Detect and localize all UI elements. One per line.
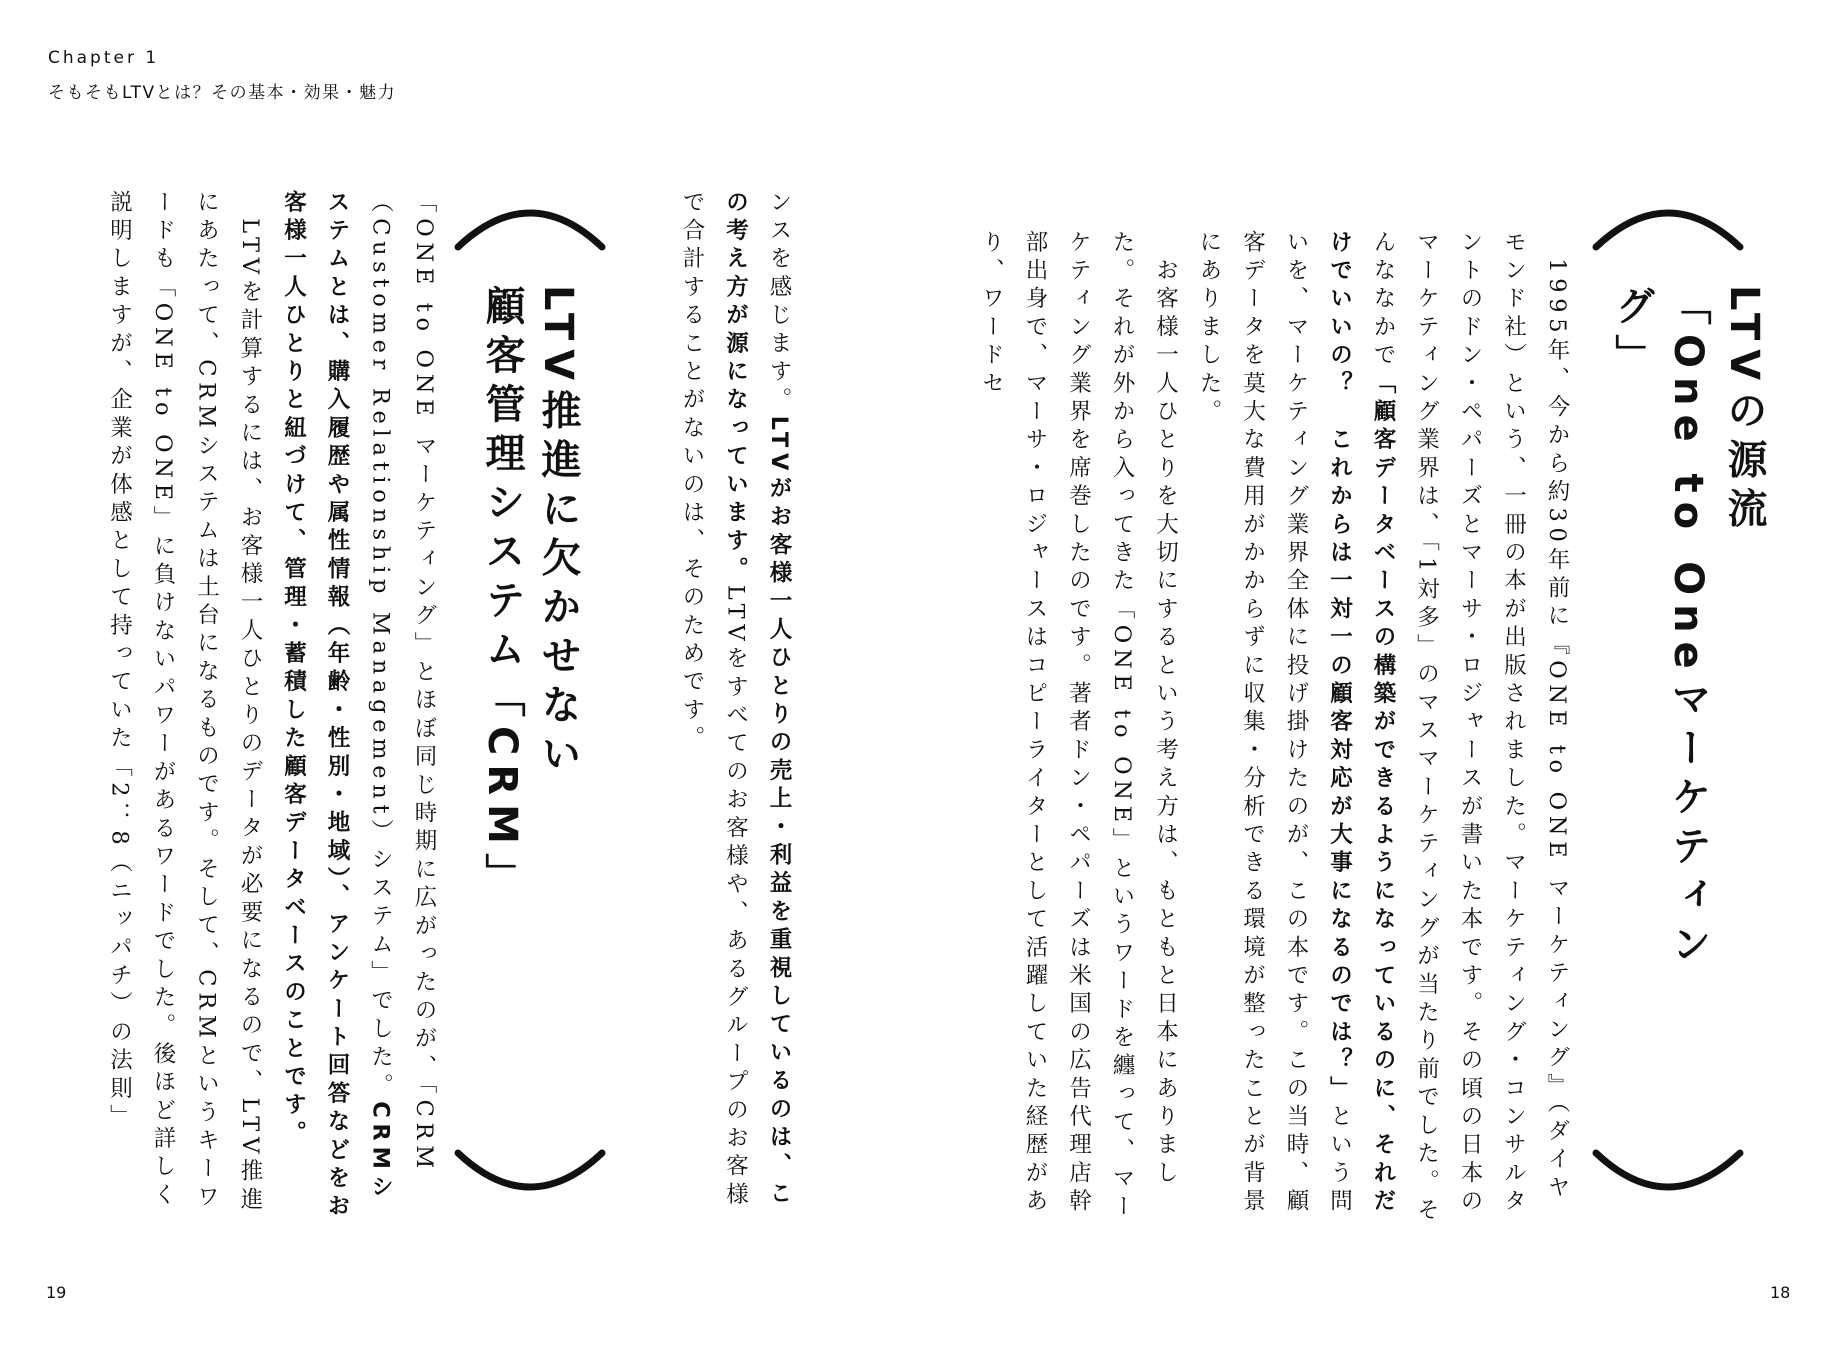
right-p1-seg-0: 1995年、今から約30年前に『ONE to ONE マーケティング』（ダイヤモンド社）という、一冊の本が出版されました。マーケティング・コンサルタントのドン・ペパーズとマーサ・ロジャースが書いた本です。その頃の日本のマーケティング業界は、「1対多」のマスマーケティングが当たり前でした。そんななかで xyxy=(1370,230,1570,1226)
left-cont-seg-2: LTVをすべてのお客様や、あるグループのお客様で合計することがないのは、そのためです。 xyxy=(679,190,749,1211)
right-page-body xyxy=(978,230,1578,1226)
right-heading xyxy=(1604,285,1772,1045)
right-p1-seg-2: という問いを、マーケティング業界全体に投げ掛けたのが、この本です。この当時、顧客データを莫大な費用がかからずに収集・分析できる環境が整ったことが背景にありました。 xyxy=(1196,230,1353,1218)
right-paragraph-2: お客様一人ひとりを大切にするという考え方は、もともと日本にありました。それが外から入ってきた「ONE to ONE」というワードを纏って、マーケティング業界を席巻したのです。著者ドン・ペパーズは米国の広告代理店幹部出身で、マーサ・ロジャースはコピーライターとして活躍していた経歴があり、ワードセ xyxy=(978,230,1179,1223)
right-heading-bracket-bottom xyxy=(1588,1145,1748,1215)
chapter-title: そもそもLTVとは？その基本・効果・魅力 xyxy=(48,83,397,103)
right-heading-line1: LTVの源流 xyxy=(1721,285,1767,537)
left-cont-seg-0: ンスを感じます。 xyxy=(766,190,792,416)
left-continuation-paragraph xyxy=(670,190,801,1226)
left-page-body xyxy=(85,190,445,1226)
left-heading-line2: 顧客管理システム「CRM」 xyxy=(479,285,525,902)
page-number-left: 19 xyxy=(46,1283,67,1302)
chapter-label: Chapter 1 xyxy=(48,48,160,68)
left-cont-seg-1: LTVがお客様一人ひとりの売上・利益を重視しているのは、この考え方が源になっています。 xyxy=(722,190,792,1210)
right-paragraph-1 xyxy=(1187,230,1579,1226)
left-heading-bracket-top xyxy=(450,185,610,255)
left-heading-line1: LTV推進に欠かせない xyxy=(535,285,581,782)
left-paragraph-2: LTVを計算するには、お客様一人ひとりのデータが必要になるので、LTV推進にあたって、CRMシステムは土台になるものです。そして、CRMというキーワードも「ONE to ONE」に負けないパワーがあるワードでした。後ほど詳しく説明しますが、企業が体感として持っていた「2：8（ニッパチ）の法則」 xyxy=(106,190,263,1216)
right-p1-seg-1: 「顧客データベースの構築ができるようになっているのに、それだけでいいの？ これからは一対一の顧客対応が大事になるのでは？」 xyxy=(1326,230,1396,1217)
right-heading-bracket-top xyxy=(1588,185,1748,255)
left-paragraph-1 xyxy=(271,190,445,1226)
left-heading xyxy=(474,285,586,1065)
chapter-header xyxy=(48,48,396,103)
right-heading-line2: 「One to Oneマーケティング」 xyxy=(1609,285,1711,972)
left-p1-seg-1: CRMシステムとは、購入履歴や属性情報（年齢・性別・地域）、アンケート回答などをお客様一人ひとりと紐づけて、管理・蓄積した顧客データベースのことです。 xyxy=(280,190,394,1223)
left-p1-seg-0: 「ONE to ONE マーケティング」とほぼ同じ時期に広がったのが、「CRM（Customer Relationship Management）システム」でした。 xyxy=(367,190,437,1174)
page-number-right: 18 xyxy=(1770,1283,1791,1302)
left-continuation xyxy=(660,190,800,1226)
left-heading-bracket-bottom xyxy=(450,1145,610,1215)
